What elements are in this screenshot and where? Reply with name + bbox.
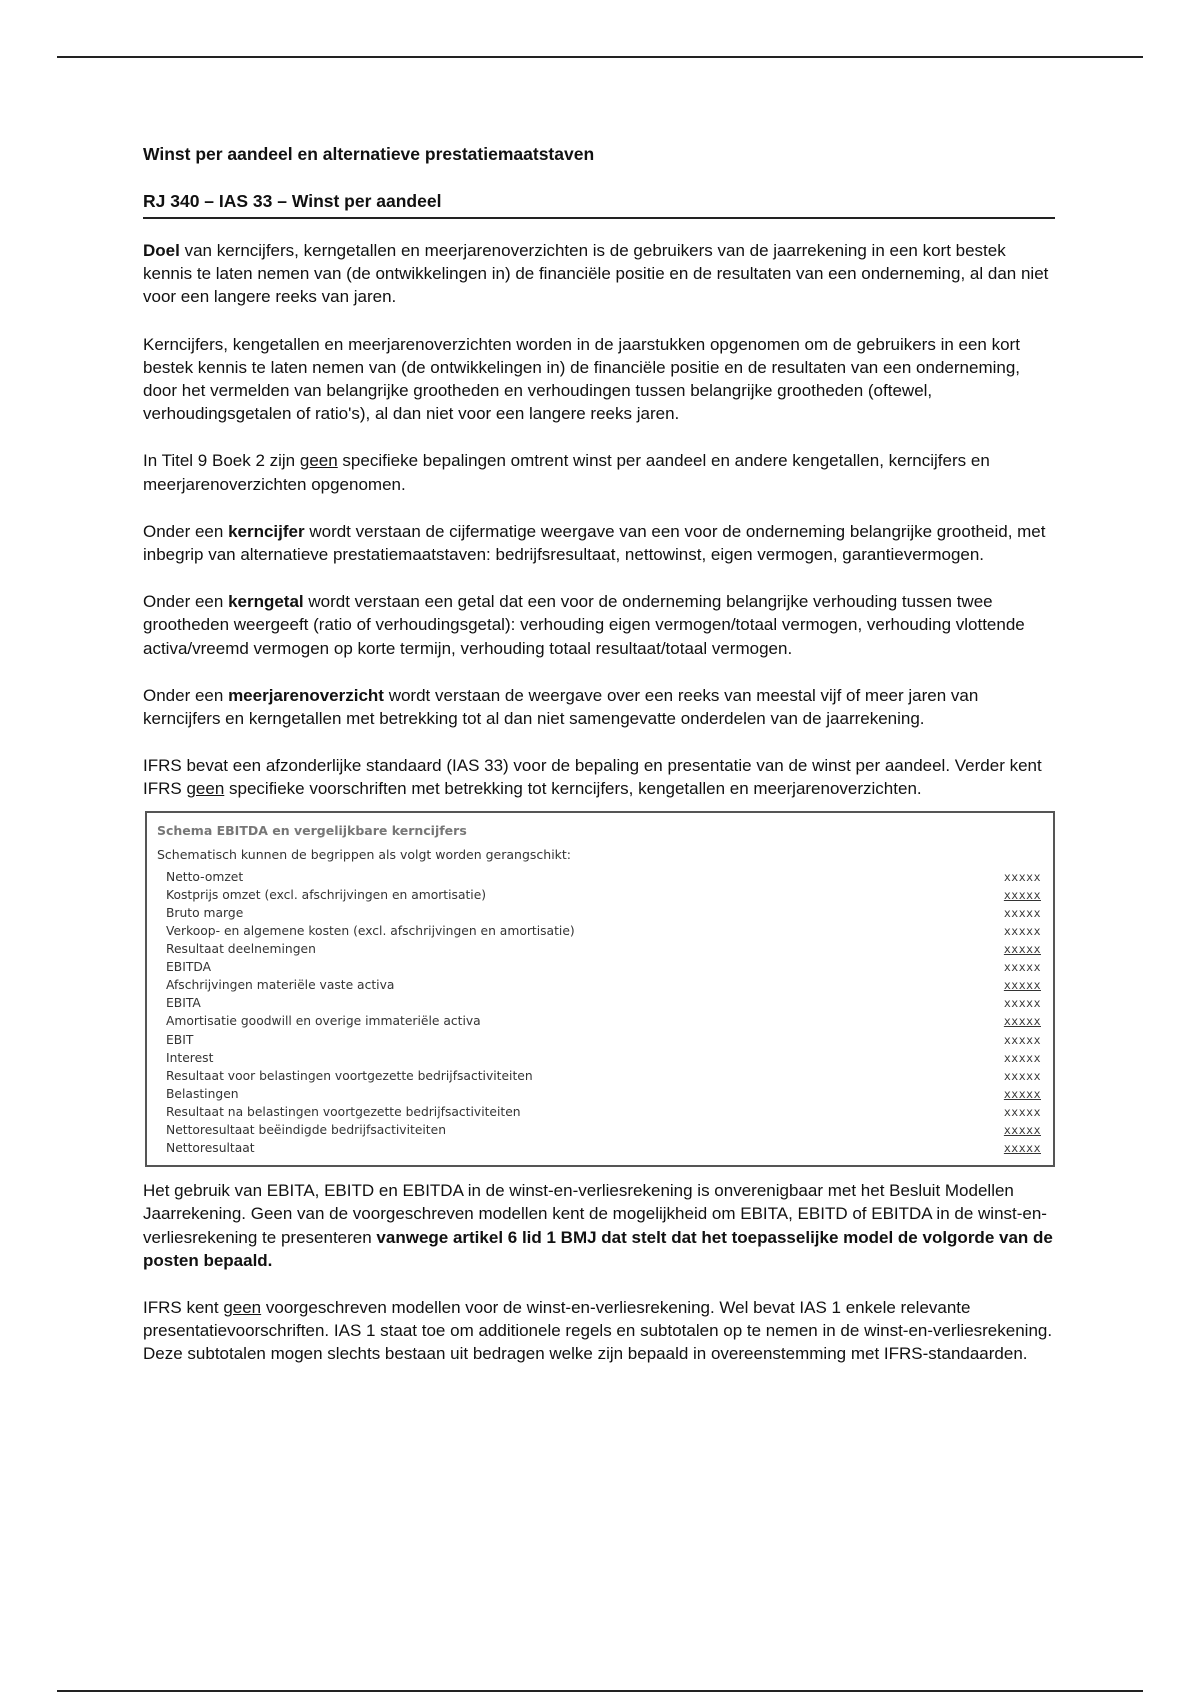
schema-row-value: xxxxx <box>1003 1014 1041 1029</box>
paragraph-text: Onder een <box>143 592 229 612</box>
schema-row-label: Nettoresultaat beëindigde bedrijfsactiviteiten <box>166 1122 446 1137</box>
schema-row <box>157 1031 1041 1049</box>
schema-row-value: xxxxx <box>1003 996 1041 1011</box>
schema-intro: Schematisch kunnen de begrippen als volgt worden gerangschikt: <box>157 846 572 862</box>
bold-statement: vanwege artikel 6 lid 1 BMJ dat stelt dat het toepasselijke model de volgorde van de posten bepaald. <box>143 1227 1053 1270</box>
schema-row-value: xxxxx <box>1003 1050 1041 1065</box>
schema-row-label: Bruto marge <box>166 905 244 920</box>
paragraph-text: specifieke voorschriften met betrekking tot kerncijfers, kengetallen en meerjarenoverzichten. <box>224 779 922 799</box>
paragraph-text: IFRS bevat een afzonderlijke standaard (IAS 33) voor de bepaling en presentatie van de winst per aandeel. Verder kent IFRS <box>143 756 1042 799</box>
schema-row-label: EBITDA <box>166 960 212 975</box>
ebitda-schema-box <box>145 811 1055 1168</box>
page-title: Winst per aandeel en alternatieve prestatiemaatstaven <box>143 144 595 164</box>
schema-row-label: EBIT <box>166 1032 194 1047</box>
underlined-term: geen <box>299 451 338 471</box>
schema-row-label: Resultaat voor belastingen voortgezette bedrijfsactiviteiten <box>166 1068 533 1083</box>
paragraph-text: wordt verstaan de weergave over een reeks van meestal vijf of meer jaren van kerncijfers en kerngetallen met betrekking tot al dan niet samengevatte onderdelen van de jaarrekening. <box>143 685 979 729</box>
bold-term: kerncijfer <box>228 521 305 541</box>
schema-row <box>157 1067 1041 1085</box>
schema-rows <box>157 868 1041 1158</box>
paragraph-kerncijfers-intro: Kerncijfers, kengetallen en meerjarenoverzichten worden in de jaarstukken opgenomen om de gebruikers in een kort bestek kennis te laten nemen van (de ontwikkelingen in) de financiële positie en de resultaten van een onderneming, door het vermelden van belangrijke grootheden en verhoudingen tussen belangrijke grootheden (oftewel, verhoudingsgetalen of ratio's), al dan niet voor een langere reeks jaren. <box>143 334 1021 424</box>
schema-row-label: Resultaat deelnemingen <box>166 942 316 957</box>
schema-row-label: Kostprijs omzet (excl. afschrijvingen en amortisatie) <box>166 887 487 902</box>
schema-row-value: xxxxx <box>1003 1032 1041 1047</box>
schema-row <box>157 976 1041 994</box>
schema-row <box>157 1103 1041 1121</box>
paragraph-text: van kerncijfers, kerngetallen en meerjarenoverzichten is de gebruikers van de jaarrekening in een kort bestek kennis te laten nemen van (de ontwikkelingen in) de financiële positie en de resultaten van een onderneming, al dan niet voor een langere reeks van jaren. <box>143 241 1049 307</box>
schema-row-label: Afschrijvingen materiële vaste activa <box>166 978 395 993</box>
schema-row <box>157 994 1041 1012</box>
schema-row <box>157 904 1041 922</box>
schema-row-value: xxxxx <box>1003 1068 1041 1083</box>
schema-row-label: Interest <box>166 1050 214 1065</box>
bottom-rule <box>57 1690 1143 1692</box>
paragraph-text: voorgeschreven modellen voor de winst-en-verliesrekening. Wel bevat IAS 1 enkele relevante presentatievoorschriften. IAS 1 staat toe om additionele regels en subtotalen op te nemen in de winst-en-verliesrekening. Deze subtotalen mogen slechts bestaan uit bedragen welke zijn bepaald in overeenstemming met IFRS-standaarden. <box>143 1297 1053 1364</box>
schema-row <box>157 1121 1041 1139</box>
schema-row <box>157 922 1041 940</box>
paragraph-ifrs-ias33 <box>143 754 1055 800</box>
paragraph-text: wordt verstaan de cijfermatige weergave van een voor de onderneming belangrijke grootheid, met inbegrip van alternatieve prestatiemaatstaven: bedrijfsresultaat, nettowinst, eigen vermogen, garantievermogen. <box>143 521 1046 565</box>
schema-row <box>157 1085 1041 1103</box>
section-subtitle: RJ 340 – IAS 33 – Winst per aandeel <box>143 189 1055 219</box>
schema-row-label: Verkoop- en algemene kosten (excl. afschrijvingen en amortisatie) <box>166 923 575 938</box>
paragraph-kerncijfer <box>143 520 1055 566</box>
paragraph-text: Onder een <box>143 521 229 541</box>
schema-row-label: Nettoresultaat <box>166 1141 255 1156</box>
schema-row-value: xxxxx <box>1003 1122 1041 1137</box>
schema-row <box>157 940 1041 958</box>
schema-row <box>157 886 1041 904</box>
schema-row-value: xxxxx <box>1003 1141 1041 1156</box>
schema-row-label: EBITA <box>166 996 201 1011</box>
schema-row-label: Netto-omzet <box>166 869 244 884</box>
schema-row-value: xxxxx <box>1003 905 1041 920</box>
bold-term: kerngetal <box>228 592 304 612</box>
underlined-term: geen <box>186 779 225 799</box>
paragraph-ifrs-ias1 <box>143 1296 1055 1366</box>
paragraph-ebitda-bmj <box>143 1179 1055 1272</box>
schema-row <box>157 868 1041 886</box>
schema-row-value: xxxxx <box>1003 1086 1041 1101</box>
paragraph-text: specifieke bepalingen omtrent winst per aandeel en andere kengetallen, kerncijfers en meerjarenoverzichten opgenomen. <box>143 451 990 494</box>
schema-row <box>157 1012 1041 1030</box>
schema-row-value: xxxxx <box>1003 942 1041 957</box>
paragraph-text: Het gebruik van EBITA, EBITD en EBITDA in de winst-en-verliesrekening is onverenigbaar met het Besluit Modellen Jaarrekening. Geen van de voorgeschreven modellen kent de mogelijkheid om EBITA, EBITD of EBITDA in de winst-en-verliesrekening te presenteren <box>143 1181 1047 1247</box>
schema-row <box>157 1139 1041 1157</box>
schema-row-value: xxxxx <box>1003 923 1041 938</box>
paragraph-text: In Titel 9 Boek 2 zijn <box>143 451 300 471</box>
schema-row-value: xxxxx <box>1003 960 1041 975</box>
schema-row-label: Resultaat na belastingen voortgezette bedrijfsactiviteiten <box>166 1104 521 1119</box>
schema-row-label: Amortisatie goodwill en overige immateriële activa <box>166 1014 481 1029</box>
paragraph-kerngetal <box>143 590 1055 660</box>
schema-row-value: xxxxx <box>1003 869 1041 884</box>
schema-row <box>157 958 1041 976</box>
paragraph-doel <box>143 239 1055 309</box>
schema-title: Schema EBITDA en vergelijkbare kerncijfers <box>157 822 467 838</box>
paragraph-meerjarenoverzicht <box>143 684 1055 730</box>
top-rule <box>57 56 1143 58</box>
underlined-term: geen <box>223 1297 262 1317</box>
bold-term: meerjarenoverzicht <box>228 685 384 705</box>
schema-row <box>157 1049 1041 1067</box>
document-body <box>143 142 1055 1390</box>
paragraph-text: Onder een <box>143 685 229 705</box>
paragraph-titel9 <box>143 449 1055 495</box>
bold-term: Doel <box>143 241 180 260</box>
paragraph-text: wordt verstaan een getal dat een voor de onderneming belangrijke verhouding tussen twee grootheden weergeeft (ratio of verhoudingsgetal): verhouding eigen vermogen/totaal vermogen, verhouding vlottende activa/vreemd vermogen op korte termijn, verhouding totaal resultaat/totaal vermogen. <box>143 592 1025 658</box>
schema-row-value: xxxxx <box>1003 1104 1041 1119</box>
schema-row-value: xxxxx <box>1003 887 1041 902</box>
paragraph-text: IFRS kent <box>143 1297 224 1317</box>
schema-row-value: xxxxx <box>1003 978 1041 993</box>
schema-row-label: Belastingen <box>166 1086 239 1101</box>
